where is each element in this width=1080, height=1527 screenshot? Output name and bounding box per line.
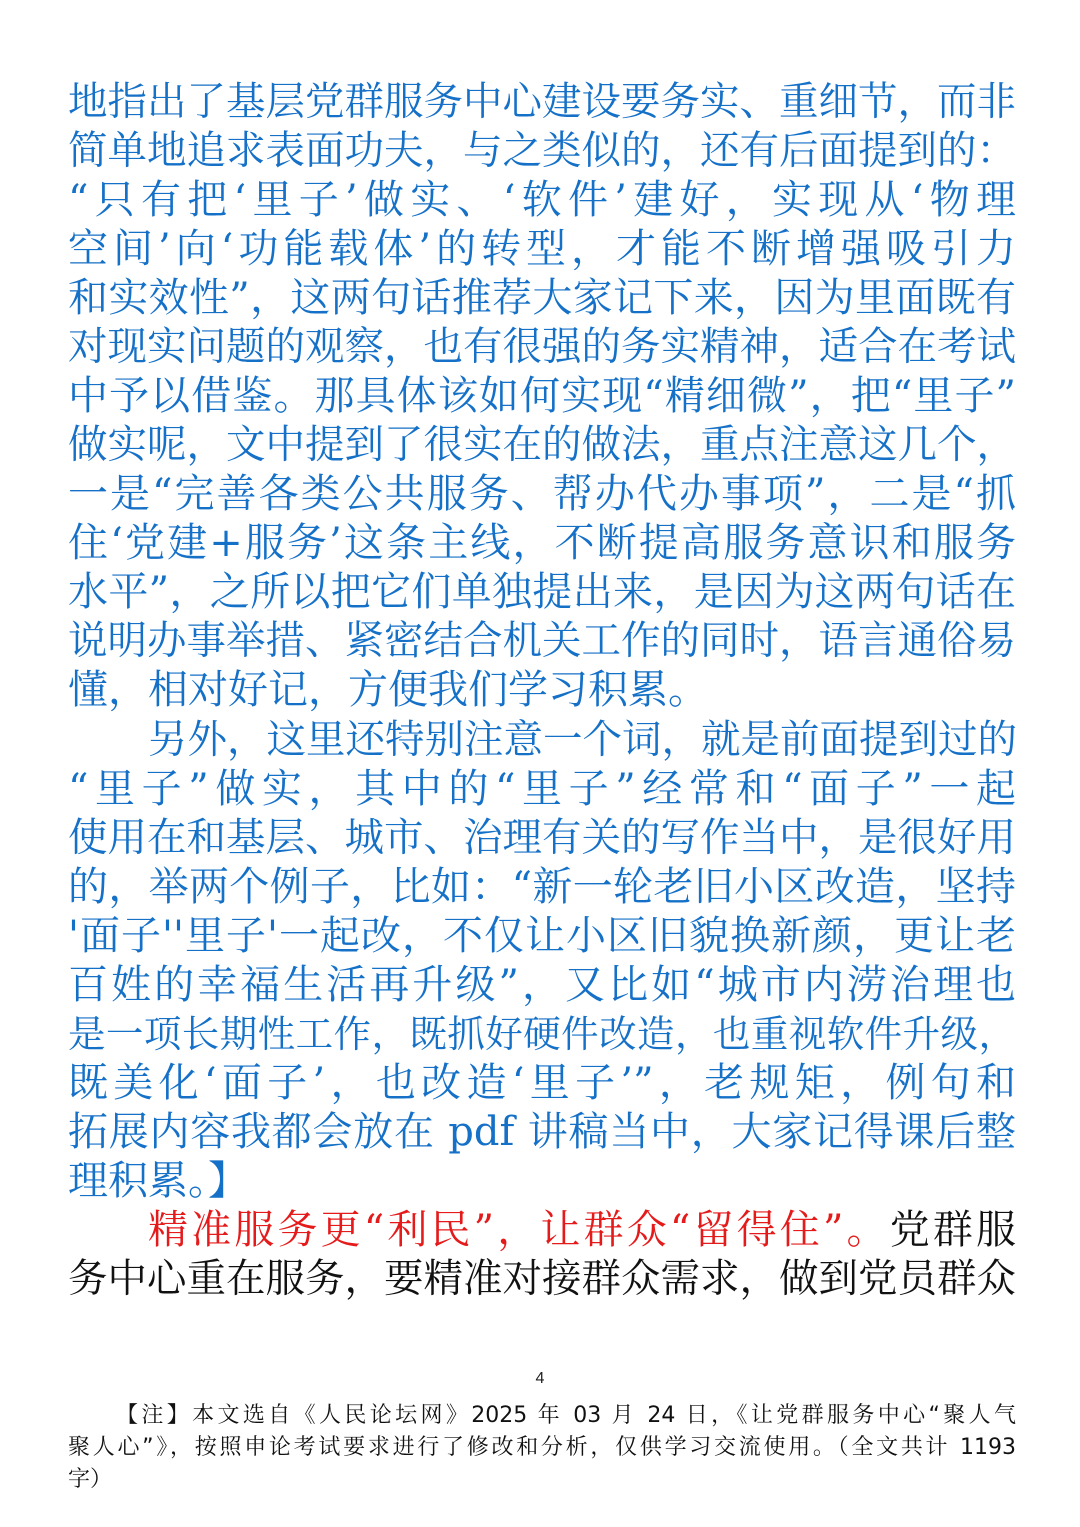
analysis-line: 空间’向‘功能载体’的转型，才能不断增强吸引力: [68, 226, 1016, 272]
analysis-line: 懂，相对好记，方便我们学习积累。: [68, 667, 708, 713]
second-paragraph-line: 拓展内容我都会放在 pdf 讲稿当中，大家记得课后整: [68, 1109, 1016, 1155]
analysis-line: 做实呢，文中提到了很实在的做法，重点注意这几个，: [68, 422, 1016, 468]
second-paragraph-line: “里子”做实，其中的“里子”经常和“面子”一起: [68, 766, 1016, 812]
body-text: 党群服: [889, 1207, 1017, 1253]
second-paragraph-line: 既美化‘面子’，也改造‘里子’”，老规矩，例句和: [68, 1060, 1016, 1106]
footnote-line: 聚人心”》，按照申论考试要求进行了修改和分析，仅供学习交流使用。（全文共计 1193: [68, 1435, 1016, 1460]
second-paragraph-line: '面子''里子'一起改，不仅让小区旧貌换新颜，更让老: [68, 913, 1016, 959]
second-paragraph-line: 的，举两个例子，比如：“新一轮老旧小区改造，坚持: [68, 864, 1016, 910]
second-paragraph-line: 是一项长期性工作，既抓好硬件改造，也重视软件升级，: [68, 1012, 1016, 1056]
second-paragraph-line: 另外，这里还特别注意一个词，就是前面提到过的: [148, 717, 1017, 763]
section-heading: 精准服务更“利民”，让群众“留得住”。: [148, 1207, 890, 1253]
body-text-line: 务中心重在服务，要精准对接群众需求，做到党员群众: [68, 1256, 1016, 1302]
second-paragraph-line: 使用在和基层、城市、治理有关的写作当中，是很好用: [68, 815, 1016, 861]
analysis-line: 和实效性”，这两句话推荐大家记下来，因为里面既有: [68, 275, 1016, 321]
footnote-line: 字）: [68, 1467, 113, 1492]
analysis-line: 简单地追求表面功夫，与之类似的，还有后面提到的：: [68, 128, 1016, 174]
analysis-line: 说明办事举措、紧密结合机关工作的同时，语言通俗易: [68, 618, 1016, 664]
analysis-line: 住‘党建+服务’这条主线，不断提高服务意识和服务: [68, 520, 1016, 566]
analysis-line: “只有把‘里子’做实、‘软件’建好，实现从‘物理: [68, 177, 1016, 223]
body-paragraph-first-line: [148, 1206, 1016, 1254]
analysis-line: 对现实问题的观察，也有很强的务实精神，适合在考试: [68, 324, 1016, 370]
analysis-line: 一是“完善各类公共服务、帮办代办事项”，二是“抓: [68, 471, 1016, 517]
footnote-line: 【注】本文选自《人民论坛网》2025 年 03 月 24 日，《让党群服务中心“聚人气: [116, 1403, 1016, 1428]
second-paragraph-line: 百姓的幸福生活再升级”，又比如“城市内涝治理也: [68, 962, 1016, 1008]
second-paragraph-line: 理积累。】: [68, 1158, 248, 1204]
analysis-line: 中予以借鉴。那具体该如何实现“精细微”，把“里子”: [68, 373, 1016, 419]
page-number: 4: [535, 1370, 545, 1387]
analysis-line: 水平”，之所以把它们单独提出来，是因为这两句话在: [68, 569, 1016, 615]
analysis-line: 地指出了基层党群服务中心建设要务实、重细节，而非: [68, 79, 1016, 125]
